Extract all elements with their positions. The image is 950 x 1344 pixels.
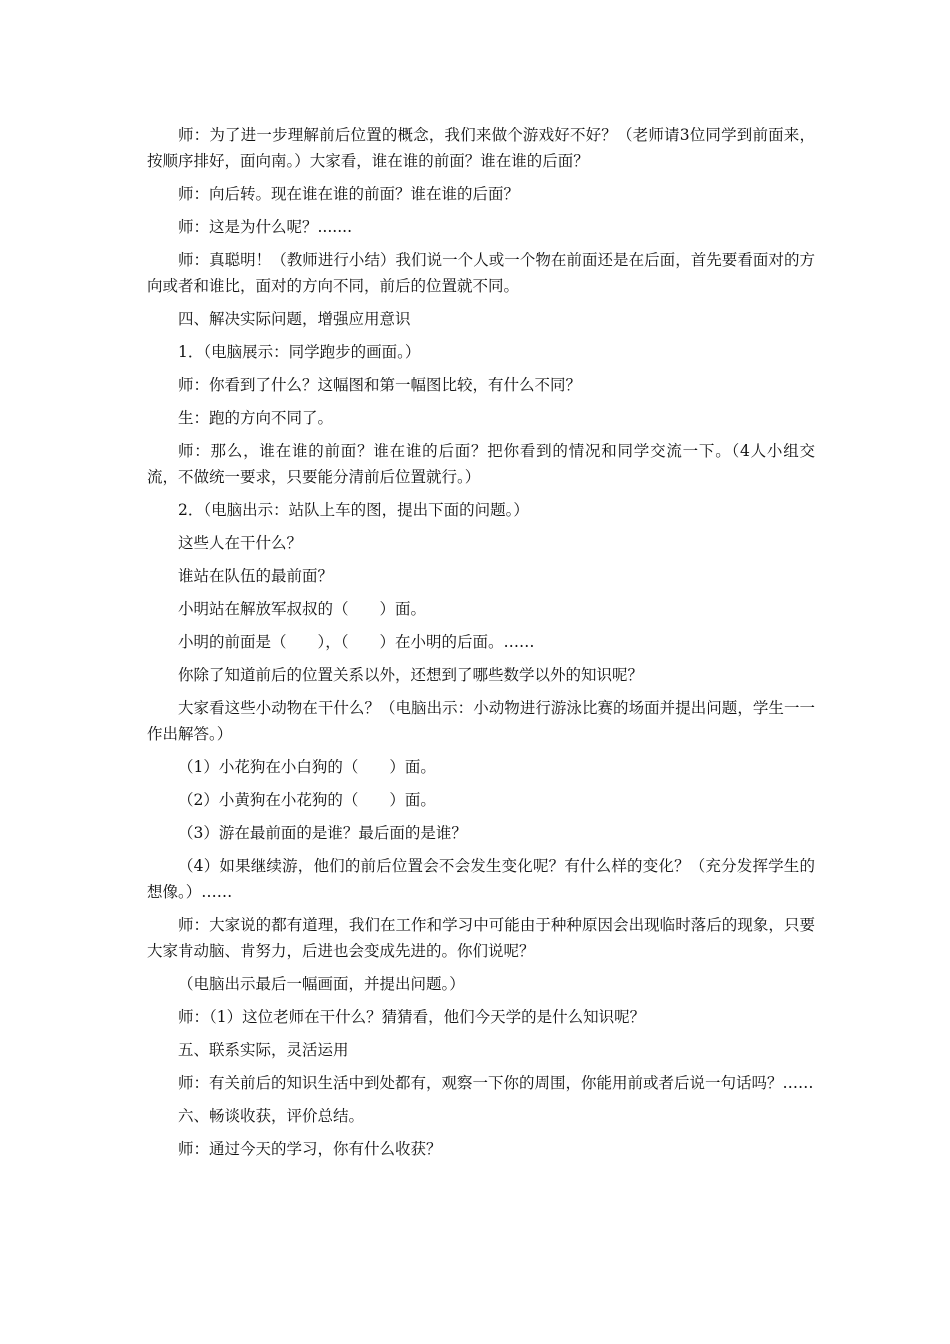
paragraph-student-answer: 生：跑的方向不同了。 xyxy=(178,409,334,427)
paragraph-teacher-question: 师：（1）这位老师在干什么？猜猜看，他们今天学的是什么知识呢？ xyxy=(178,1008,646,1026)
paragraph-animals-intro: 大家看这些小动物在干什么？（电脑出示：小动物进行游泳比赛的场面并提出问题，学生一一作出解答。） xyxy=(147,699,815,743)
paragraph-game-intro: 师：为了进一步理解前后位置的概念，我们来做个游戏好不好？（老师请3位同学到前面来，按顺序排好，面向南。）大家看，谁在谁的前面？谁在谁的后面？ xyxy=(147,126,815,170)
paragraph-last-screen: （电脑出示最后一幅画面，并提出问题。） xyxy=(178,975,465,993)
paragraph-what-see: 师：你看到了什么？这幅图和第一幅图比较，有什么不同？ xyxy=(178,376,582,394)
section-heading-5: 五、联系实际，灵活运用 xyxy=(178,1041,349,1059)
paragraph-animal-q1: （1）小花狗在小白狗的（ ）面。 xyxy=(178,758,436,776)
paragraph-real-life: 师：有关前后的知识生活中到处都有，观察一下你的周围，你能用前或者后说一句话吗？…… xyxy=(178,1074,814,1092)
paragraph-animal-q3: （3）游在最前面的是谁？最后面的是谁？ xyxy=(178,824,467,842)
paragraph-summary: 师：真聪明！（教师进行小结）我们说一个人或一个物在前面还是在后面，首先要看面对的方向或者和谁比，面对的方向不同，前后的位置就不同。 xyxy=(147,251,815,295)
paragraph-encouragement: 师：大家说的都有道理，我们在工作和学习中可能由于种种原因会出现临时落后的现象，只要大家肯动脑、肯努力，后进也会变成先进的。你们说呢？ xyxy=(147,916,815,960)
paragraph-question-4: 小明的前面是（ ），（ ）在小明的后面。…… xyxy=(178,633,535,651)
paragraph-question-3: 小明站在解放军叔叔的（ ）面。 xyxy=(178,600,427,618)
paragraph-group-talk: 师：那么，谁在谁的前面？谁在谁的后面？把你看到的情况和同学交流一下。（4人小组交流，不做统一要求，只要能分清前后位置就行。） xyxy=(147,442,815,486)
paragraph-animal-q2: （2）小黄狗在小花狗的（ ）面。 xyxy=(178,791,436,809)
paragraph-item-2: 2．（电脑出示：站队上车的图，提出下面的问题。） xyxy=(178,501,529,519)
paragraph-item-1: 1．（电脑展示：同学跑步的画面。） xyxy=(178,343,421,361)
paragraph-why: 师：这是为什么呢？....... xyxy=(178,218,352,236)
document-body xyxy=(147,122,815,1169)
section-heading-4: 四、解决实际问题，增强应用意识 xyxy=(178,310,411,328)
paragraph-turn-around: 师：向后转。现在谁在谁的前面？谁在谁的后面？ xyxy=(178,185,520,203)
paragraph-question-2: 谁站在队伍的最前面？ xyxy=(178,567,334,585)
paragraph-harvest: 师：通过今天的学习，你有什么收获？ xyxy=(178,1140,442,1158)
paragraph-animal-q4: （4）如果继续游，他们的前后位置会不会发生变化呢？有什么样的变化？（充分发挥学生的想像。）…… xyxy=(147,857,815,901)
section-heading-6: 六、畅谈收获，评价总结。 xyxy=(178,1107,365,1125)
paragraph-other-knowledge: 你除了知道前后的位置关系以外，还想到了哪些数学以外的知识呢？ xyxy=(178,666,644,684)
paragraph-question-1: 这些人在干什么？ xyxy=(178,534,303,552)
